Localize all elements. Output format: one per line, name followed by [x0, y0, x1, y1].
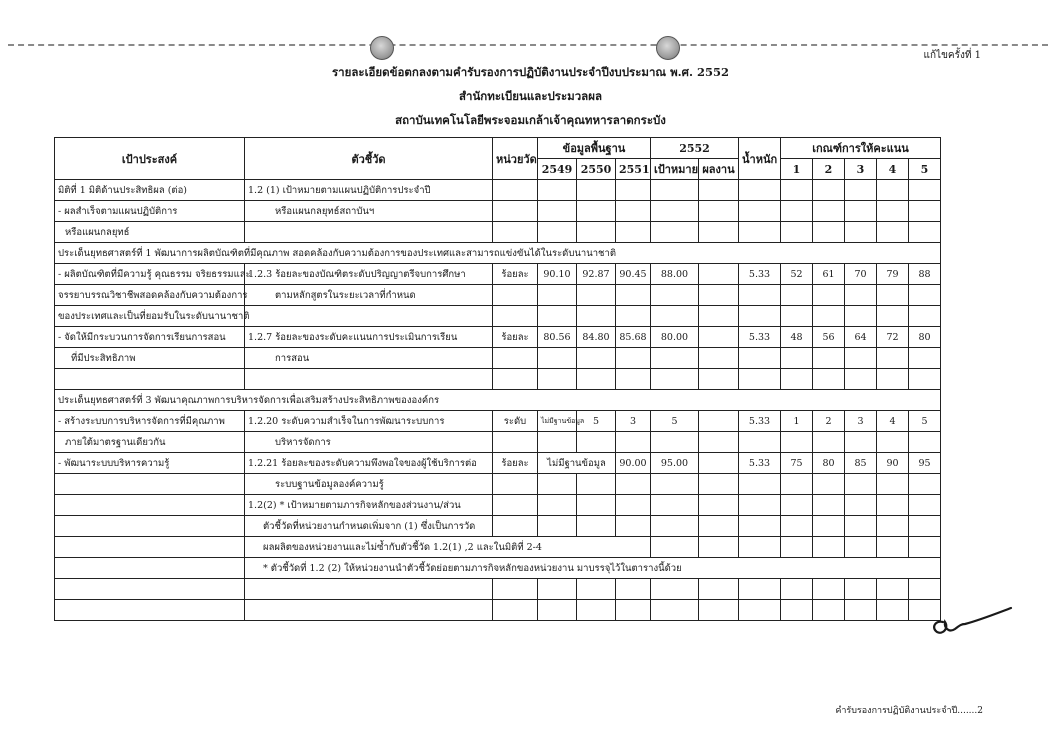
- page-footer: คำรับรองการปฏิบัติงานประจำปี.......2: [835, 706, 983, 716]
- table-row: [55, 579, 941, 600]
- criteria-5: 95: [909, 453, 941, 474]
- table-row: [55, 327, 941, 348]
- goal-cell: - ผลิตบัณฑิตที่มีความรู้ คุณธรรม จริยธรรมและ: [55, 264, 245, 285]
- table-row: [55, 180, 941, 201]
- table-row: [55, 201, 941, 222]
- target-cell: 88.00: [651, 264, 699, 285]
- target-cell: 80.00: [651, 327, 699, 348]
- criteria-4: 90: [877, 453, 909, 474]
- goal-cell: - ผลสำเร็จตามแผนปฏิบัติการ: [55, 201, 245, 222]
- indicator-cell: 1.2.7 ร้อยละของระดับคะแนนการประเมินการเรียน: [245, 327, 493, 348]
- value-2551: 3: [616, 411, 651, 432]
- indicator-cell: ตามหลักสูตรในระยะเวลาที่กำหนด: [245, 285, 493, 306]
- header-c1: 1: [781, 159, 813, 180]
- indicator-cell: ผลผลิตของหน่วยงานและไม่ซ้ำกับตัวชี้วัด 1.2(1) ,2 และในมิติที่ 2-4: [245, 537, 651, 558]
- criteria-1: 48: [781, 327, 813, 348]
- header-c4: 4: [877, 159, 909, 180]
- no-data-cell: ไม่มีฐานข้อมูล: [538, 453, 616, 474]
- value-2551: 90.45: [616, 264, 651, 285]
- header-criteria: เกณฑ์การให้คะแนน: [781, 138, 941, 159]
- criteria-2: 2: [813, 411, 845, 432]
- result-cell: [699, 327, 739, 348]
- criteria-5: 80: [909, 327, 941, 348]
- criteria-1: 52: [781, 264, 813, 285]
- value-2549: 90.10: [538, 264, 577, 285]
- header-target: เป้าหมาย: [651, 159, 699, 180]
- target-cell: 5: [651, 411, 699, 432]
- criteria-1: 75: [781, 453, 813, 474]
- strategy-row: [55, 390, 941, 411]
- value-2549: 80.56: [538, 327, 577, 348]
- header-2549: 2549: [538, 159, 577, 180]
- weight-cell: 5.33: [739, 327, 781, 348]
- indicator-cell: 1.2.20 ระดับความสำเร็จในการพัฒนาระบบการ: [245, 411, 493, 432]
- value-2550: 5: [577, 411, 616, 432]
- table-row: [55, 369, 941, 390]
- header-row: [55, 138, 941, 159]
- strategy-1: ประเด็นยุทธศาสตร์ที่ 1 พัฒนาการผลิตบัณฑิตที่มีคุณภาพ สอดคล้องกับความต้องการของประเทศและสามารถแข่งขันได้ในระดับนานาชาติ: [55, 243, 941, 264]
- weight-cell: 5.33: [739, 453, 781, 474]
- table-row: [55, 453, 941, 474]
- table-row: [55, 264, 941, 285]
- institute-title: สถาบันเทคโนโลยีพระจอมเกล้าเจ้าคุณทหารลาดกระบัง: [395, 113, 666, 127]
- criteria-1: 1: [781, 411, 813, 432]
- target-cell: 95.00: [651, 453, 699, 474]
- table-row: [55, 537, 941, 558]
- criteria-2: 61: [813, 264, 845, 285]
- criteria-5: 88: [909, 264, 941, 285]
- header-unit: หน่วยวัด: [493, 138, 538, 180]
- header-2551: 2551: [616, 159, 651, 180]
- header-result: ผลงาน: [699, 159, 739, 180]
- value-2551: 85.68: [616, 327, 651, 348]
- strategy-row: [55, 243, 941, 264]
- criteria-4: 72: [877, 327, 909, 348]
- table-row: [55, 411, 941, 432]
- punch-hole-icon: [656, 36, 680, 60]
- goal-cell: หรือแผนกลยุทธ์: [55, 222, 245, 243]
- table-row: [55, 432, 941, 453]
- header-year: 2552: [651, 138, 739, 159]
- table-row: [55, 285, 941, 306]
- goal-cell: - พัฒนาระบบบริหารความรู้: [55, 453, 245, 474]
- unit-cell: ร้อยละ: [493, 264, 538, 285]
- indicator-cell: การสอน: [245, 348, 493, 369]
- goal-cell: ที่มีประสิทธิภาพ: [55, 348, 245, 369]
- goal-cell: มิติที่ 1 มิติด้านประสิทธิผล (ต่อ): [55, 180, 245, 201]
- table-row: [55, 222, 941, 243]
- criteria-3: 3: [845, 411, 877, 432]
- result-cell: [699, 264, 739, 285]
- note-cell: * ตัวชี้วัดที่ 1.2 (2) ให้หน่วยงานนำตัวชี้วัดย่อยตามภารกิจหลักของหน่วยงาน มาบรรจุไว้ในตารางนี้ด้วย: [245, 558, 941, 579]
- header-2550: 2550: [577, 159, 616, 180]
- table-row: [55, 348, 941, 369]
- doc-title: รายละเอียดข้อตกลงตามคำรับรองการปฏิบัติงานประจำปีงบประมาณ พ.ศ. 2552: [332, 65, 729, 79]
- criteria-4: 4: [877, 411, 909, 432]
- indicator-cell: 1.2.3 ร้อยละของบัณฑิตระดับปริญญาตรีจบการศึกษา: [245, 264, 493, 285]
- indicator-cell: 1.2(2) * เป้าหมายตามภารกิจหลักของส่วนงาน/ส่วน: [245, 495, 493, 516]
- indicator-cell: 1.2.21 ร้อยละของระดับความพึงพอใจของผู้ใช้บริการต่อ: [245, 453, 493, 474]
- header-baseline: ข้อมูลพื้นฐาน: [538, 138, 651, 159]
- punch-line: [8, 44, 1048, 46]
- header-indicator: ตัวชี้วัด: [245, 138, 493, 180]
- criteria-3: 85: [845, 453, 877, 474]
- criteria-3: 64: [845, 327, 877, 348]
- value-2550: 84.80: [577, 327, 616, 348]
- weight-cell: 5.33: [739, 411, 781, 432]
- table-row: [55, 600, 941, 621]
- agreement-table: [54, 137, 941, 621]
- punch-hole-icon: [370, 36, 394, 60]
- criteria-2: 80: [813, 453, 845, 474]
- indicator-cell: ระบบฐานข้อมูลองค์ความรู้: [245, 474, 493, 495]
- indicator-cell: หรือแผนกลยุทธ์สถาบันฯ: [245, 201, 493, 222]
- table-row: [55, 558, 941, 579]
- value-2550: 92.87: [577, 264, 616, 285]
- value-2551: 90.00: [616, 453, 651, 474]
- header-goal: เป้าประสงค์: [55, 138, 245, 180]
- goal-cell: - จัดให้มีกระบวนการจัดการเรียนการสอน: [55, 327, 245, 348]
- goal-cell: - สร้างระบบการบริหารจัดการที่มีคุณภาพ: [55, 411, 245, 432]
- unit-cell: ระดับ: [493, 411, 538, 432]
- unit-cell: ร้อยละ: [493, 327, 538, 348]
- unit-cell: ร้อยละ: [493, 453, 538, 474]
- table-row: [55, 516, 941, 537]
- goal-cell: ของประเทศและเป็นที่ยอมรับในระดับนานาชาติ: [55, 306, 245, 327]
- indicator-cell: บริหารจัดการ: [245, 432, 493, 453]
- goal-cell: ภายใต้มาตรฐานเดียวกัน: [55, 432, 245, 453]
- criteria-3: 70: [845, 264, 877, 285]
- criteria-2: 56: [813, 327, 845, 348]
- header-c5: 5: [909, 159, 941, 180]
- value-2549: ไม่มีฐานข้อมูล: [538, 411, 577, 432]
- table-row: [55, 495, 941, 516]
- criteria-5: 5: [909, 411, 941, 432]
- strategy-3: ประเด็นยุทธศาสตร์ที่ 3 พัฒนาคุณภาพการบริหารจัดการเพื่อเสริมสร้างประสิทธิภาพขององค์กร: [55, 390, 941, 411]
- header-c3: 3: [845, 159, 877, 180]
- result-cell: [699, 453, 739, 474]
- goal-cell: จรรยาบรรณวิชาชีพสอดคล้องกับความต้องการ: [55, 285, 245, 306]
- revision-note: แก้ไขครั้งที่ 1: [923, 50, 981, 61]
- header-c2: 2: [813, 159, 845, 180]
- indicator-cell: ตัวชี้วัดที่หน่วยงานกำหนดเพิ่มจาก (1) ซึ่งเป็นการวัด: [245, 516, 493, 537]
- result-cell: [699, 411, 739, 432]
- weight-cell: 5.33: [739, 264, 781, 285]
- table-row: [55, 306, 941, 327]
- header-weight: น้ำหนัก: [739, 138, 781, 180]
- office-title: สำนักทะเบียนและประมวลผล: [458, 89, 603, 103]
- indicator-cell: 1.2 (1) เป้าหมายตามแผนปฏิบัติการประจำปี: [245, 180, 493, 201]
- criteria-4: 79: [877, 264, 909, 285]
- table-row: [55, 474, 941, 495]
- signature-icon: [925, 600, 1015, 640]
